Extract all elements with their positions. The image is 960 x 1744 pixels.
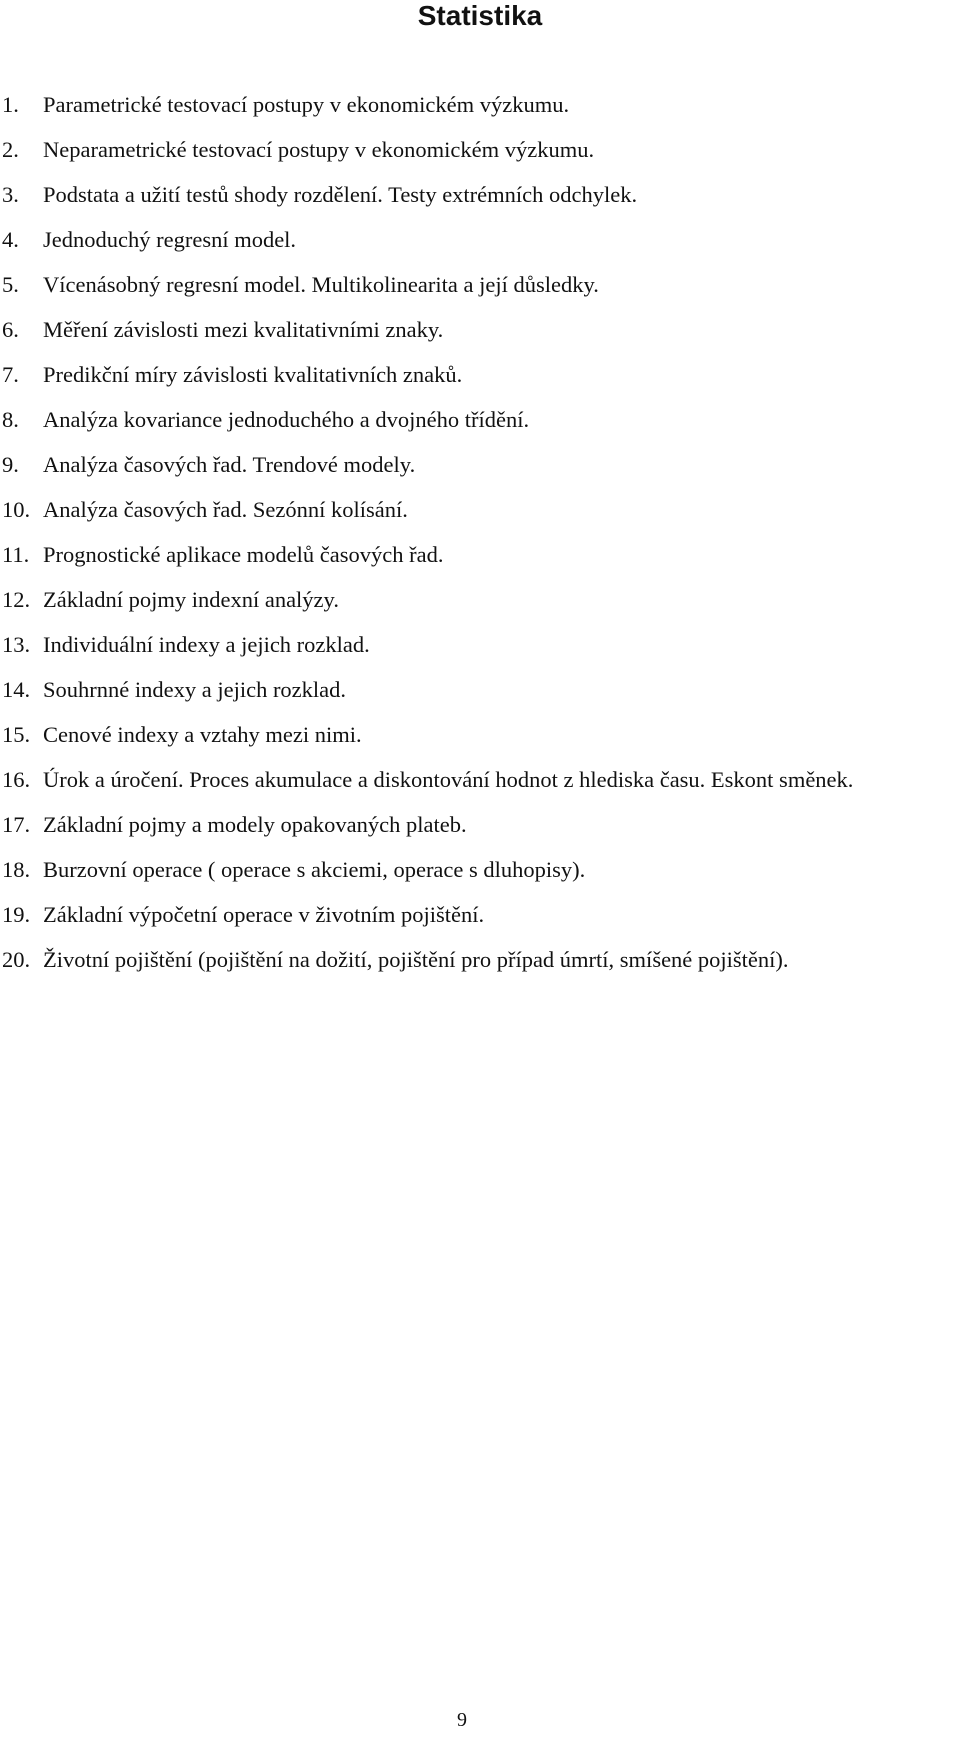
list-item-number: 9.: [2, 452, 19, 477]
list-item: [0, 135, 960, 165]
list-item-text: Jednoduchý regresní model.: [43, 227, 297, 252]
list-item-text: Analýza kovariance jednoduchého a dvojného třídění.: [43, 407, 530, 432]
page-number: 9: [457, 1709, 467, 1731]
list-item: [0, 720, 960, 750]
list-item-text: Podstata a užití testů shody rozdělení. Testy extrémních odchylek.: [43, 182, 638, 207]
list-item-number: 13.: [2, 632, 31, 657]
list-item: [0, 360, 960, 390]
list-item: [0, 900, 960, 930]
list-item-number: 10.: [2, 497, 31, 522]
list-item-number: 19.: [2, 902, 31, 927]
list-item-number: 20.: [2, 947, 31, 972]
list-item-text: Cenové indexy a vztahy mezi nimi.: [43, 722, 362, 747]
list-item-text: Základní pojmy a modely opakovaných plateb.: [43, 812, 467, 837]
list-item: [0, 810, 960, 840]
list-item-number: 8.: [2, 407, 19, 432]
list-item-number: 18.: [2, 857, 31, 882]
topic-list: [0, 90, 960, 990]
list-item-text: Analýza časových řad. Trendové modely.: [43, 452, 416, 477]
list-item: [0, 585, 960, 615]
list-item-number: 11.: [2, 542, 30, 567]
list-item: [0, 765, 900, 795]
list-item-text: Predikční míry závislosti kvalitativních znaků.: [43, 362, 463, 387]
list-item: [0, 225, 960, 255]
list-item-text: Individuální indexy a jejich rozklad.: [43, 632, 370, 657]
list-item-text: Analýza časových řad. Sezónní kolísání.: [43, 497, 408, 522]
list-item-text: Burzovní operace ( operace s akciemi, operace s dluhopisy).: [43, 857, 586, 882]
page-title: Statistika: [417, 0, 543, 31]
list-item-text: Měření závislosti mezi kvalitativními znaky.: [43, 317, 444, 342]
list-item-number: 15.: [2, 722, 31, 747]
list-item-text: Základní pojmy indexní analýzy.: [43, 587, 339, 612]
list-item-number: 6.: [2, 317, 19, 342]
list-item: [0, 180, 960, 210]
list-item-text: Neparametrické testovací postupy v ekonomickém výzkumu.: [43, 137, 595, 162]
list-item: [0, 630, 960, 660]
list-item: [0, 945, 960, 975]
list-item: [0, 495, 960, 525]
list-item: [0, 675, 960, 705]
list-item-number: 14.: [2, 677, 31, 702]
list-item-number: 4.: [2, 227, 19, 252]
list-item: [0, 405, 960, 435]
list-item-number: 3.: [2, 182, 19, 207]
list-item-text: Souhrnné indexy a jejich rozklad.: [43, 677, 347, 702]
list-item-number: 12.: [2, 587, 31, 612]
list-item-text: Základní výpočetní operace v životním pojištění.: [43, 902, 485, 927]
list-item-text: Vícenásobný regresní model. Multikolinearita a její důsledky.: [43, 272, 599, 297]
list-item-text: Prognostické aplikace modelů časových řad.: [43, 542, 444, 567]
list-item-text: Parametrické testovací postupy v ekonomickém výzkumu.: [43, 92, 570, 117]
list-item-text: Úrok a úročení. Proces akumulace a diskontování hodnot z hlediska času. Eskont směnek.: [43, 767, 854, 792]
list-item: [0, 855, 960, 885]
list-item: [0, 90, 960, 120]
list-item-number: 1.: [2, 92, 19, 117]
list-item: [0, 270, 960, 300]
list-item: [0, 540, 960, 570]
list-item-number: 16.: [2, 767, 31, 792]
list-item-text: Životní pojištění (pojištění na dožití, pojištění pro případ úmrtí, smíšené pojištění).: [43, 947, 789, 972]
list-item-number: 17.: [2, 812, 31, 837]
list-item-number: 2.: [2, 137, 19, 162]
list-item-number: 5.: [2, 272, 19, 297]
list-item: [0, 450, 960, 480]
list-item: [0, 315, 960, 345]
list-item-number: 7.: [2, 362, 19, 387]
